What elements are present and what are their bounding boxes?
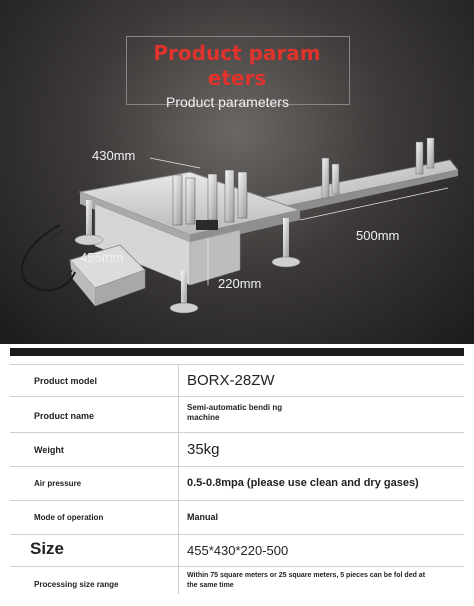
spec-row-model: [10, 364, 464, 397]
spec-row-mode: [10, 500, 464, 535]
spec-table: [10, 344, 464, 606]
spec-row-air-pressure: [10, 466, 464, 501]
page-subtitle: Product parameters: [166, 94, 289, 110]
spec-label: Processing size range: [34, 580, 119, 589]
spec-label: Product model: [34, 376, 98, 386]
machine-illustration: [0, 120, 474, 340]
spec-value: Within 75 square meters or 25 square meters, 5 pieces can be fol ded at the same time: [187, 572, 426, 589]
spec-label: Mode of operation: [34, 513, 104, 522]
spec-label: Air pressure: [34, 479, 82, 488]
dimension-height: 220mm: [218, 276, 262, 291]
title-line-1: Product param: [153, 41, 321, 65]
spec-value: 455*430*220-500: [187, 543, 289, 558]
table-top-bar: [10, 348, 464, 356]
spec-row-processing-range: [10, 566, 464, 601]
spec-row-weight: [10, 432, 464, 467]
spec-row-size: [10, 534, 464, 567]
spec-label: Size: [30, 539, 65, 558]
spec-value: 0.5-0.8mpa (please use clean and dry gases): [187, 477, 419, 489]
spec-value: Semi-automatic bendi ng machine: [187, 403, 283, 422]
spec-label: Weight: [34, 445, 64, 455]
dimension-length: 500mm: [356, 228, 400, 243]
spec-row-name: [10, 396, 464, 433]
dimension-depth: 455mm: [80, 250, 124, 265]
page-title: [126, 41, 348, 91]
dimension-width: 430mm: [92, 148, 136, 163]
spec-value: 35kg: [187, 441, 220, 458]
spec-label: Product name: [34, 411, 95, 421]
title-line-2: eters: [207, 66, 267, 90]
spec-value: BORX-28ZW: [187, 372, 275, 389]
spec-value: Manual: [187, 512, 219, 522]
